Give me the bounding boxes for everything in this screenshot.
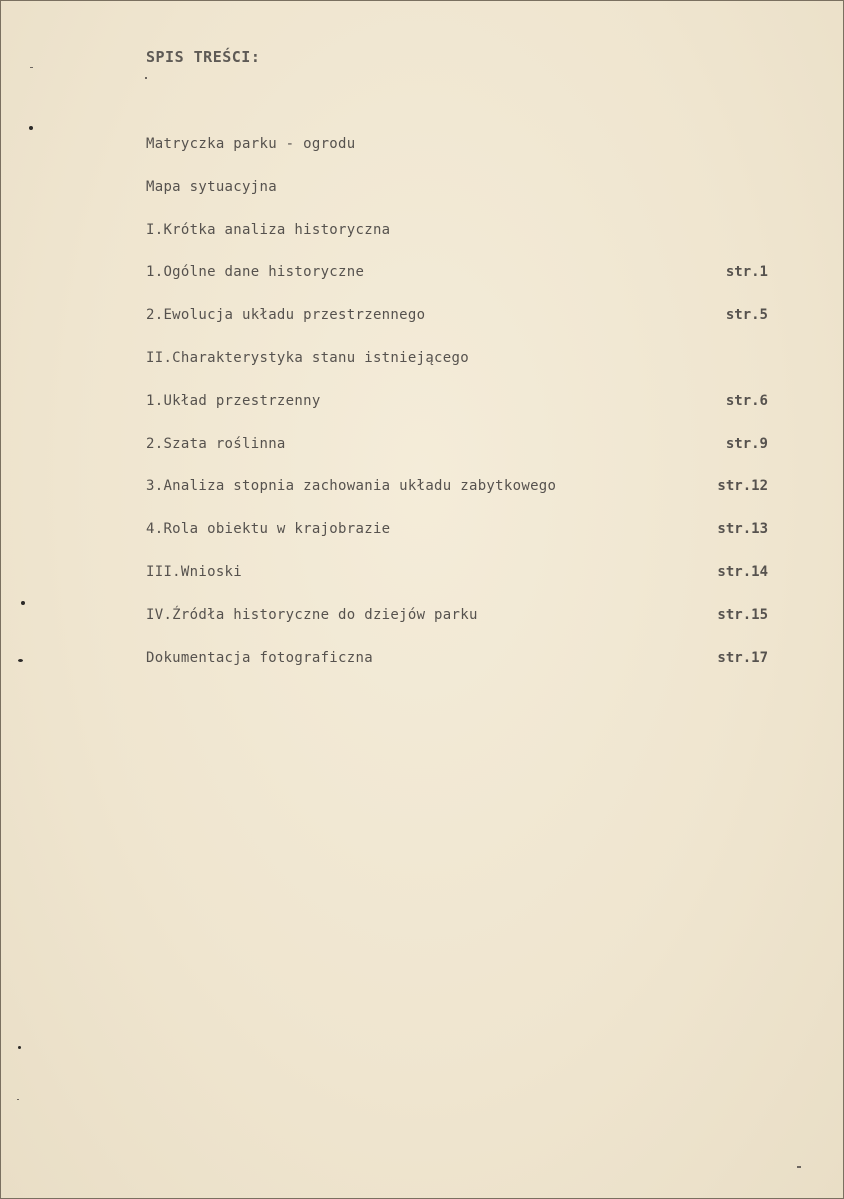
toc-entry-page: str.9 [725, 435, 768, 452]
toc-entry-2 [146, 175, 776, 218]
toc-entry-7 [146, 389, 776, 432]
toc-entry-page: str.15 [717, 606, 768, 623]
toc-entry-text: I.Krótka analiza historyczna [146, 221, 391, 238]
toc-entry-page: str.1 [725, 264, 768, 281]
toc-entry-text: 4.Rola obiektu w krajobrazie [146, 521, 391, 538]
toc-entry-text: 1.Ogólne dane historyczne [146, 264, 365, 281]
paper-speck [17, 1099, 19, 1100]
toc-entry-11 [146, 560, 776, 603]
margin-dot [21, 601, 25, 605]
toc-entry-text: Dokumentacja fotograficzna [146, 649, 373, 666]
toc-entry-text: Mapa sytuacyjna [146, 178, 277, 195]
paper-speck [797, 1166, 801, 1168]
toc-entry-text: 2.Szata roślinna [146, 435, 286, 452]
toc-entry-8 [146, 432, 776, 475]
toc-entry-text: III.Wnioski [146, 563, 243, 580]
toc-entry-10 [146, 517, 776, 560]
toc-entry-text: II.Charakterystyka stanu istniejącego [146, 349, 469, 366]
margin-dot [18, 1046, 21, 1049]
margin-dot [18, 659, 23, 662]
paper-speck [145, 77, 147, 79]
toc-entry-text: 1.Układ przestrzenny [146, 392, 321, 409]
margin-dot [29, 126, 33, 130]
toc-entry-12 [146, 603, 776, 646]
toc-entry-4 [146, 260, 776, 303]
toc-entry-page: str.6 [725, 392, 768, 409]
toc-entry-page: str.12 [717, 478, 768, 495]
toc-entry-13 [146, 646, 776, 689]
toc-entry-5 [146, 303, 776, 346]
toc-entry-page: str.17 [717, 649, 768, 666]
toc-entry-text: IV.Źródła historyczne do dziejów parku [146, 606, 478, 623]
toc-entry-text: 2.Ewolucja układu przestrzennego [146, 307, 426, 324]
toc-entry-page: str.5 [725, 307, 768, 324]
toc-entry-text: Matryczka parku - ogrodu [146, 136, 356, 152]
toc-entry-6 [146, 346, 776, 389]
toc-entry-1 [146, 132, 776, 175]
toc-entry-3 [146, 218, 776, 261]
toc-entry-9 [146, 474, 776, 517]
toc-entry-page: str.14 [717, 563, 768, 580]
toc-entry-text: 3.Analiza stopnia zachowania układu zabytkowego [146, 478, 557, 495]
paper-speck [30, 67, 33, 68]
toc-entry-page: str.13 [717, 521, 768, 538]
page-title: SPIS TREŚCI: [146, 48, 261, 66]
table-of-contents [146, 132, 776, 688]
